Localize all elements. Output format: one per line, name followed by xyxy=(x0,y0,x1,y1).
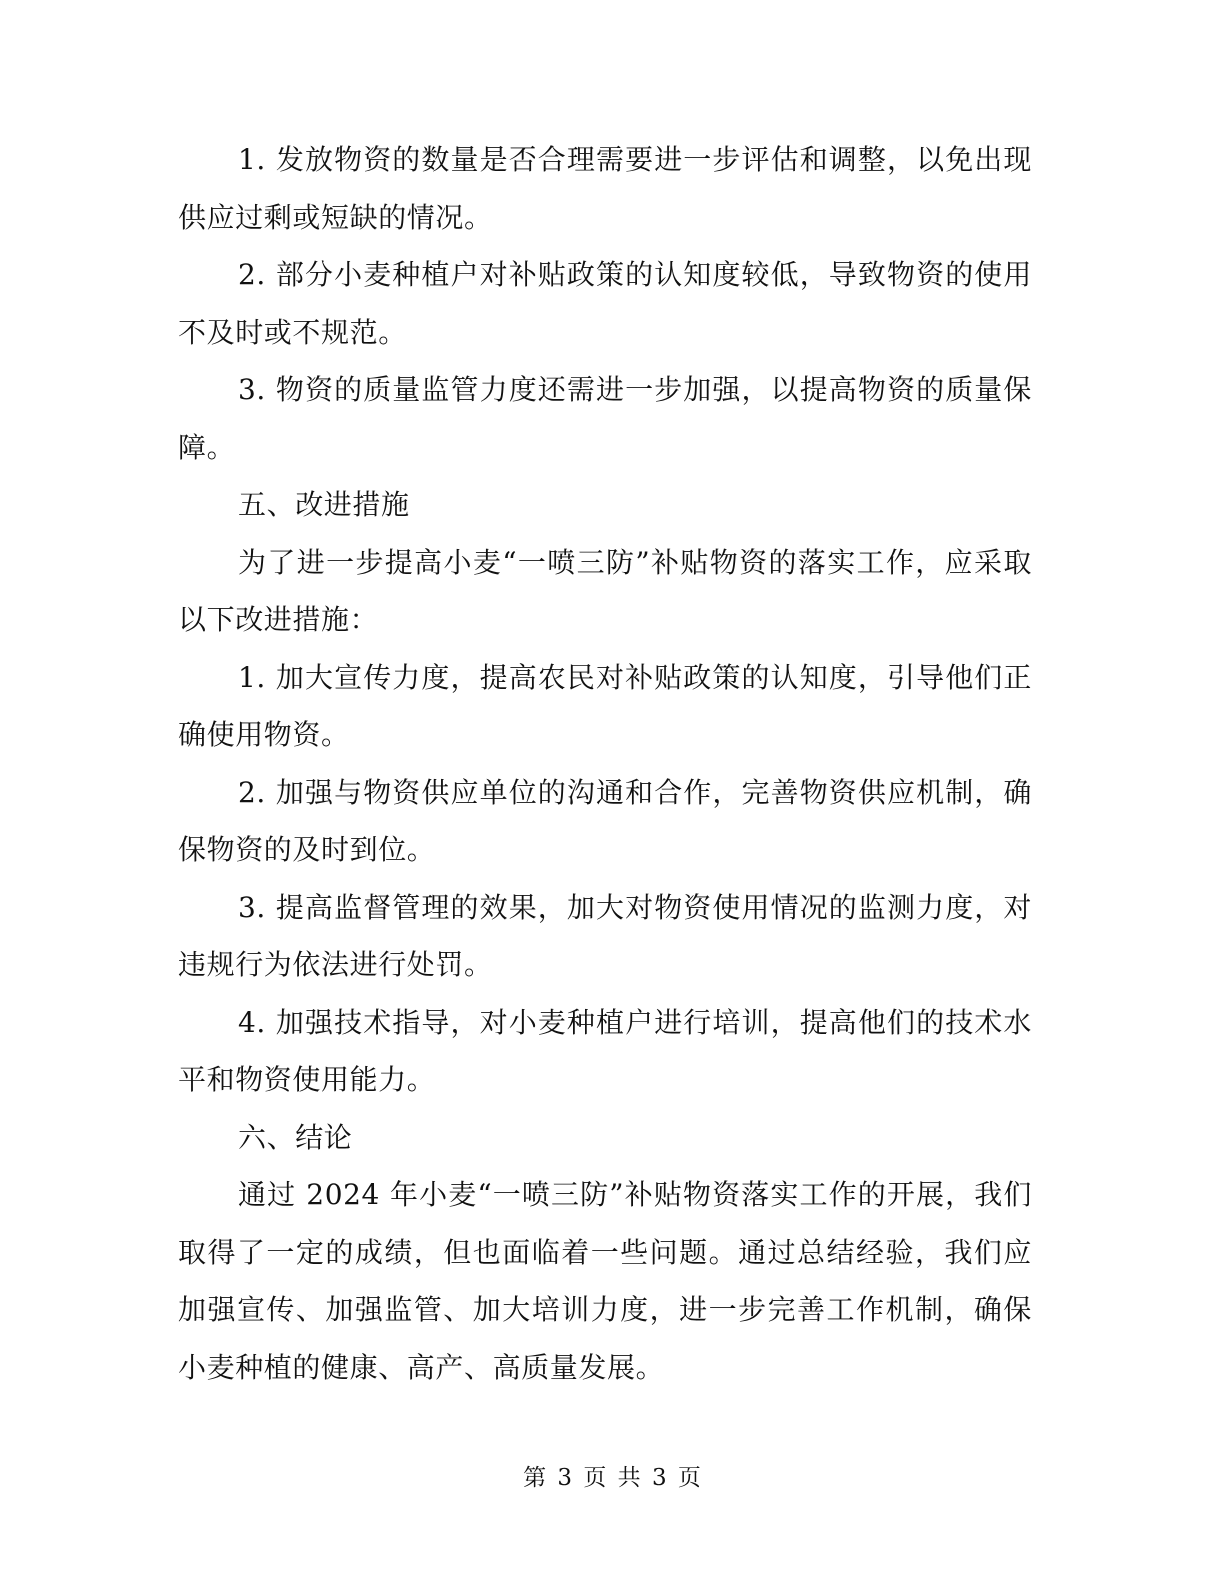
page-footer: 第 3 页 共 3 页 xyxy=(523,1465,701,1491)
list-item-measure-3: 3. 提高监督管理的效果，加大对物资使用情况的监测力度，对违规行为依法进行处罚。 xyxy=(178,890,1032,981)
section-heading-conclusion: 六、结论 xyxy=(238,1120,353,1154)
list-item-issue-3: 3. 物资的质量监管力度还需进一步加强，以提高物资的质量保障。 xyxy=(178,373,1032,464)
list-item-measure-2: 2. 加强与物资供应单位的沟通和合作，完善物资供应机制，确保物资的及时到位。 xyxy=(178,775,1032,866)
list-item-measure-4: 4. 加强技术指导，对小麦种植户进行培训，提高他们的技术水平和物资使用能力。 xyxy=(178,1005,1032,1096)
improvements-intro: 为了进一步提高小麦“一喷三防”补贴物资的落实工作，应采取以下改进措施： xyxy=(178,545,1032,636)
conclusion-paragraph: 通过 2024 年小麦“一喷三防”补贴物资落实工作的开展，我们取得了一定的成绩，但也面临着一些问题。通过总结经验，我们应加强宣传、加强监管、加大培训力度，进一步完善工作机制，确保小麦种植的健康、高产、高质量发展。 xyxy=(178,1178,1032,1384)
list-item-issue-1: 1. 发放物资的数量是否合理需要进一步评估和调整，以免出现供应过剩或短缺的情况。 xyxy=(178,143,1032,234)
document-body xyxy=(178,131,1032,1396)
list-item-issue-2: 2. 部分小麦种植户对补贴政策的认知度较低，导致物资的使用不及时或不规范。 xyxy=(178,258,1032,349)
section-heading-improvements: 五、改进措施 xyxy=(238,488,410,521)
list-item-measure-1: 1. 加大宣传力度，提高农民对补贴政策的认知度，引导他们正确使用物资。 xyxy=(178,660,1032,751)
